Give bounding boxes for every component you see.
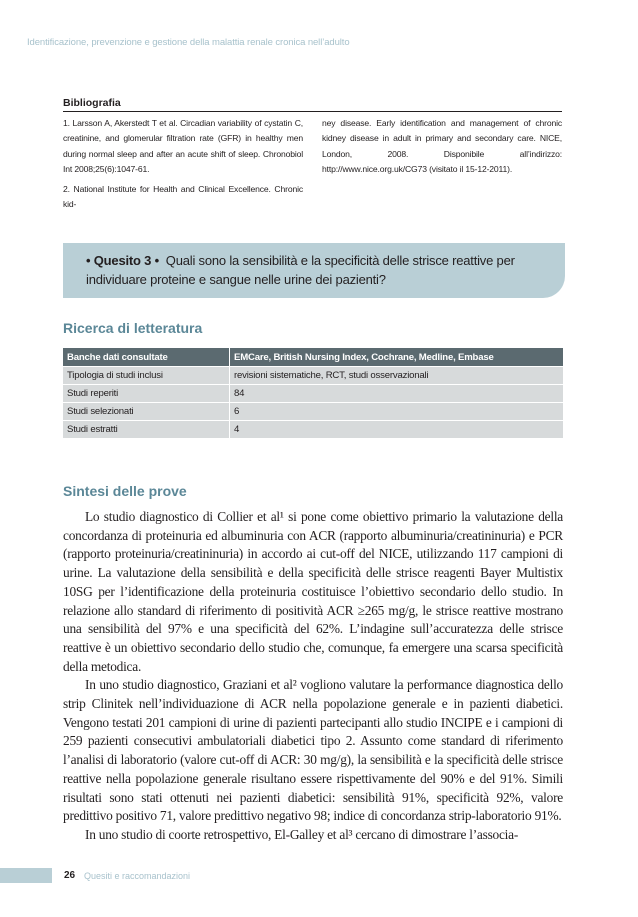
running-header: Identificazione, prevenzione e gestione della malattia renale cronica nell’adulto <box>27 37 350 48</box>
footer-accent-bar <box>0 868 52 883</box>
table-row <box>63 385 563 403</box>
table-cell: 4 <box>230 421 564 439</box>
bibliography-entry: 1. Larsson A, Akerstedt T et al. Circadian variability of cystatin C, creatinine, and glomerular filtration rate (GFR) in healthy men during normal sleep and after an acute shift of sleep. Chronobiol Int 2008;25(6):1047-61. <box>63 118 303 175</box>
literature-title: Ricerca di letteratura <box>63 320 203 336</box>
bibliography-entry: ney disease. Early identification and management of chronic kidney disease in adult in primary and secondary care. NICE, London, 2008. Disponibile all’indirizzo: http://www.nice.org.uk/CG73 (visitato il 15-12-2011). <box>322 118 562 175</box>
table-cell: 6 <box>230 403 564 421</box>
body-paragraph: Lo studio diagnostico di Collier et al¹ si pone come obiettivo primario la valutazione della concordanza di proteinuria ed albuminuria con ACR (rapporto albuminuria/creatininuria) e PCR (rapporto proteinuria/creatininuria) in accordo ai cut-off del NICE, utilizzando 117 campioni di urine. La valutazione della sensibilità e della specificità delle strisce reagenti Bayer Multistix 10SG per l’identificazione della proteinuria costituisce l’obiettivo secondario dello studio. In relazione allo standard di riferimento di positività ACR ≥265 mg/g, le strisce reattive mostrano una sensibilità del 97% e una specificità del 62%. L’indagine sull’accuratezza delle strisce reattive è un obiettivo secondario dello studio che, comunque, fa emergere una scarsa specificità della metodica. <box>63 509 563 674</box>
page-number: 26 <box>64 870 76 881</box>
table-cell: Studi reperiti <box>63 385 230 403</box>
question-label: • Quesito 3 • <box>86 253 159 268</box>
bibliography-columns <box>63 116 562 216</box>
bibliography-entry: 2. National Institute for Health and Clinical Excellence. Chronic kid- <box>63 183 303 210</box>
bibliography-column-right <box>322 116 562 216</box>
table-header-row <box>63 348 563 367</box>
table-row <box>63 367 563 385</box>
table-cell: Studi estratti <box>63 421 230 439</box>
footer-section-label: Quesiti e raccomandazioni <box>84 871 191 881</box>
table-cell: Studi selezionati <box>63 403 230 421</box>
table-cell: revisioni sistematiche, RCT, studi osservazionali <box>230 367 564 385</box>
table-row <box>63 421 563 439</box>
bibliography-divider <box>63 111 562 112</box>
evidence-body <box>63 508 563 845</box>
bibliography-title: Bibliografia <box>63 97 121 109</box>
table-cell: 84 <box>230 385 564 403</box>
table-header-cell: Banche dati consultate <box>63 348 230 367</box>
evidence-title: Sintesi delle prove <box>63 483 187 499</box>
body-paragraph: In uno studio diagnostico, Graziani et al² vogliono valutare la performance diagnostica dello strip Clinitek nell’individuazione di ACR nella popolazione generale e in pazienti diabetici. Vengono testati 201 campioni di urine di pazienti partecipanti allo studio INCIPE e i campioni di 259 pazienti consecutivi ambulatoriali diabetici tipo 2. Assunto come standard di riferimento l’analisi di laboratorio (valore cut-off di ACR: 30 mg/g), la sensibilità e la specificità delle strisce reattive nella popolazione generale risultano essere rispettivamente del 90% e del 91%. Simili risultati sono stati ottenuti nei pazienti diabetici: sensibilità 91%, specificità 92%, valore predittivo positivo 71, valore predittivo negativo 98; indice di concordanza strip-laboratorio 91%. <box>63 677 563 824</box>
literature-table <box>63 348 563 439</box>
table-row <box>63 403 563 421</box>
question-body: Quali sono la sensibilità e la specificità delle strisce reattive per individuare proteine e sangue nelle urine dei pazienti? <box>86 253 515 287</box>
question-text <box>86 252 556 289</box>
bibliography-column-left <box>63 116 303 216</box>
table-cell: Tipologia di studi inclusi <box>63 367 230 385</box>
body-paragraph: In uno studio di coorte retrospettivo, El-Galley et al³ cercano di dimostrare l’associa- <box>85 826 519 842</box>
table-header-cell: EMCare, British Nursing Index, Cochrane, Medline, Embase <box>230 348 564 367</box>
